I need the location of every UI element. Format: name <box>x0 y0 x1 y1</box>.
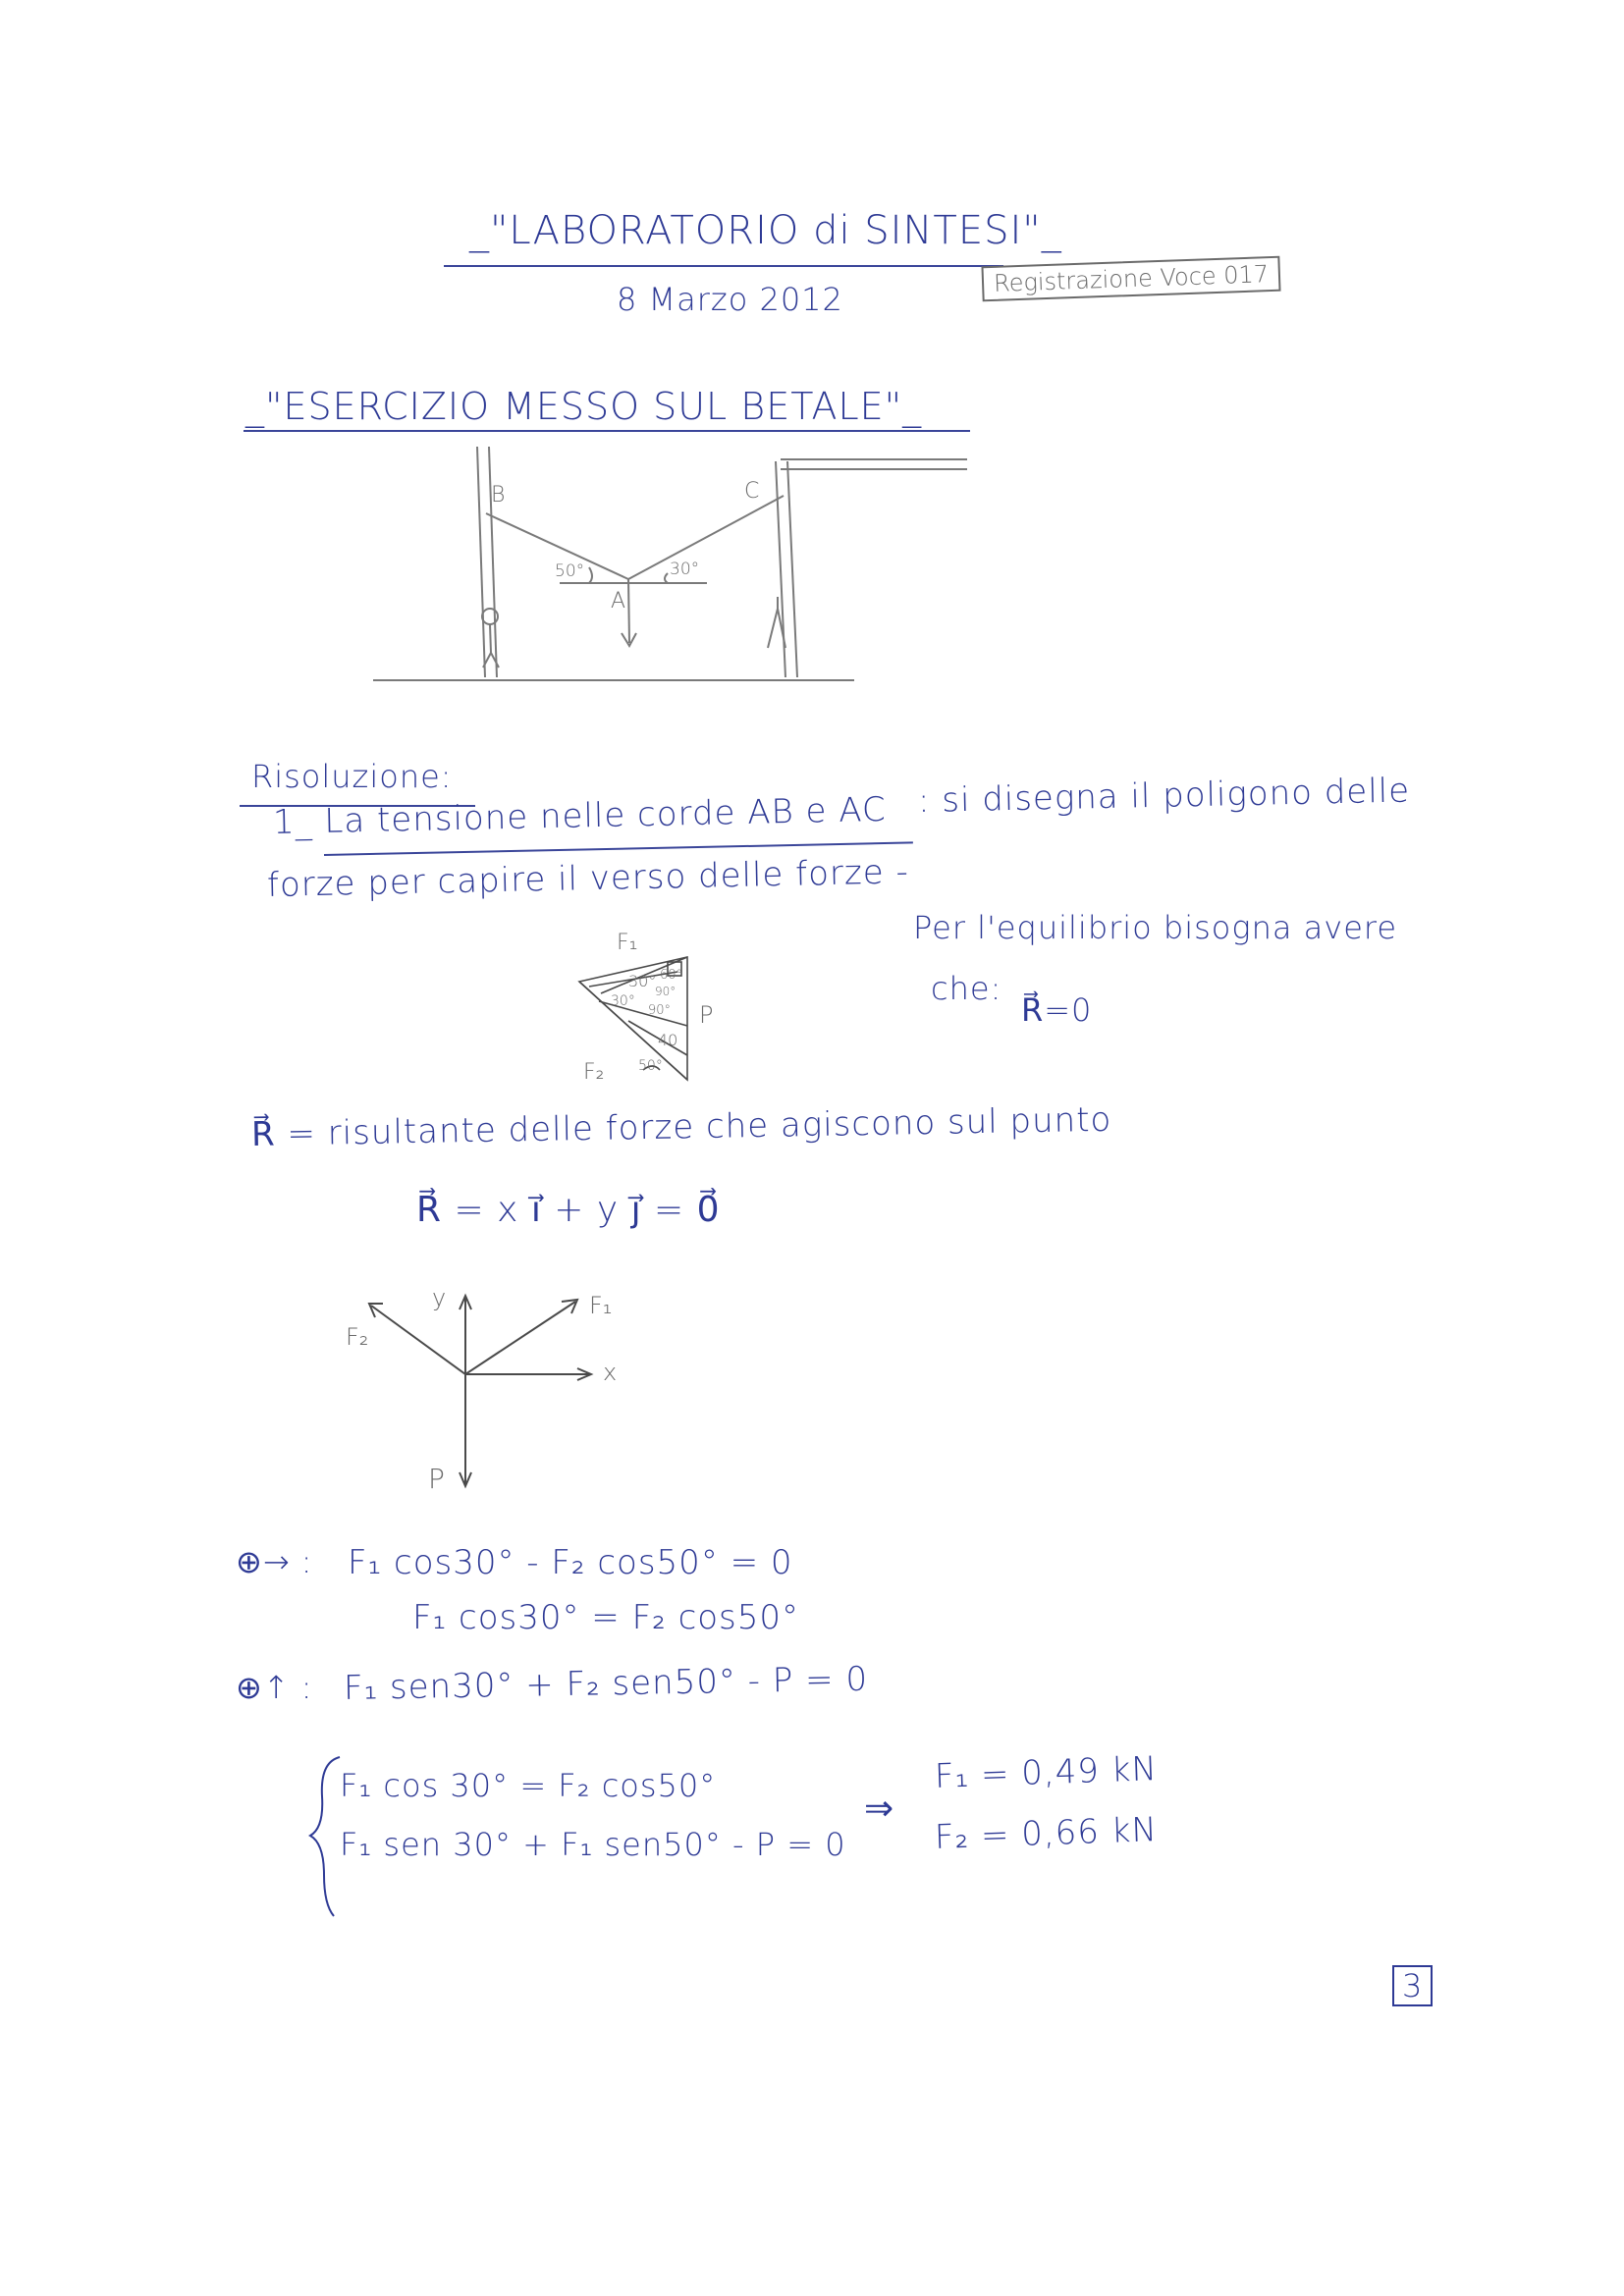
polygon-p-label: P <box>699 1001 714 1029</box>
result-f1: F₁ = 0,49 kN <box>934 1749 1159 1796</box>
item1-underlined: 1_ La tensione nelle corde AB e AC <box>272 789 888 842</box>
polygon-angle-40: 40 <box>658 1031 678 1049</box>
polygon-angle-50: 50° <box>638 1058 663 1074</box>
axis-f1-label: F₁ <box>589 1292 613 1319</box>
resultant-equation: R⃗ = x i⃗ + y j⃗ = 0⃗ <box>416 1190 721 1230</box>
x-equation-2: F₁ cos30° = F₂ cos50° <box>412 1598 800 1637</box>
polygon-angle-60: 60° <box>660 968 683 983</box>
axis-y-label: y <box>432 1284 447 1311</box>
implies-symbol: ⇒ <box>864 1789 895 1829</box>
polygon-angle-90a: 90° <box>655 985 677 998</box>
polygon-f1-label: F₁ <box>617 931 638 955</box>
point-b-label: B <box>491 483 506 507</box>
equilibrium-line2: che: <box>931 970 1002 1007</box>
y-equation-symbol: ⊕↑ : <box>236 1669 313 1706</box>
system-equation-2: F₁ sen 30° + F₁ sen50° - P = 0 <box>340 1826 846 1863</box>
x-equation-symbol: ⊕→ : <box>236 1543 313 1580</box>
angle-left-label: 50° <box>555 561 585 581</box>
point-a-label: A <box>611 589 626 614</box>
angle-right-label: 30° <box>670 560 700 579</box>
polygon-angle-30: 30° <box>628 972 657 990</box>
exercise-title: _"ESERCIZIO MESSO SUL BETALE"_ <box>245 385 923 428</box>
item1-line2: forze per capire il verso delle forze - <box>266 852 910 905</box>
y-equation: F₁ sen30° + F₂ sen50° - P = 0 <box>343 1659 869 1708</box>
equilibrium-line1: Per l'equilibrio bisogna avere <box>913 909 1398 946</box>
axis-p-label: P <box>428 1463 445 1495</box>
resultant-definition: R⃗ = risultante delle forze che agiscono sul punto <box>250 1099 1112 1154</box>
equilibrium-equation: R⃗=0 <box>1021 991 1093 1029</box>
item1-rest: : si disegna il poligono delle <box>917 771 1411 821</box>
polygon-angle-90b: 90° <box>648 1003 672 1018</box>
system-equation-1: F₁ cos 30° = F₂ cos50° <box>340 1767 717 1804</box>
axis-x-label: x <box>603 1359 618 1386</box>
polygon-angle-30b: 30° <box>611 993 635 1009</box>
result-f2: F₂ = 0,66 kN <box>934 1810 1159 1857</box>
recording-label: Registrazione Voce 017 <box>981 256 1280 302</box>
axis-f2-label: F₂ <box>346 1323 369 1351</box>
header-date: 8 Marzo 2012 <box>617 281 843 318</box>
point-c-label: C <box>744 479 760 504</box>
polygon-f2-label: F₂ <box>583 1060 605 1085</box>
page-number: 3 <box>1392 1965 1433 2006</box>
x-equation-1: F₁ cos30° - F₂ cos50° = 0 <box>348 1543 793 1582</box>
solution-heading: Risoluzione: <box>251 758 453 795</box>
header-title: _"LABORATORIO di SINTESI"_ <box>469 208 1062 253</box>
